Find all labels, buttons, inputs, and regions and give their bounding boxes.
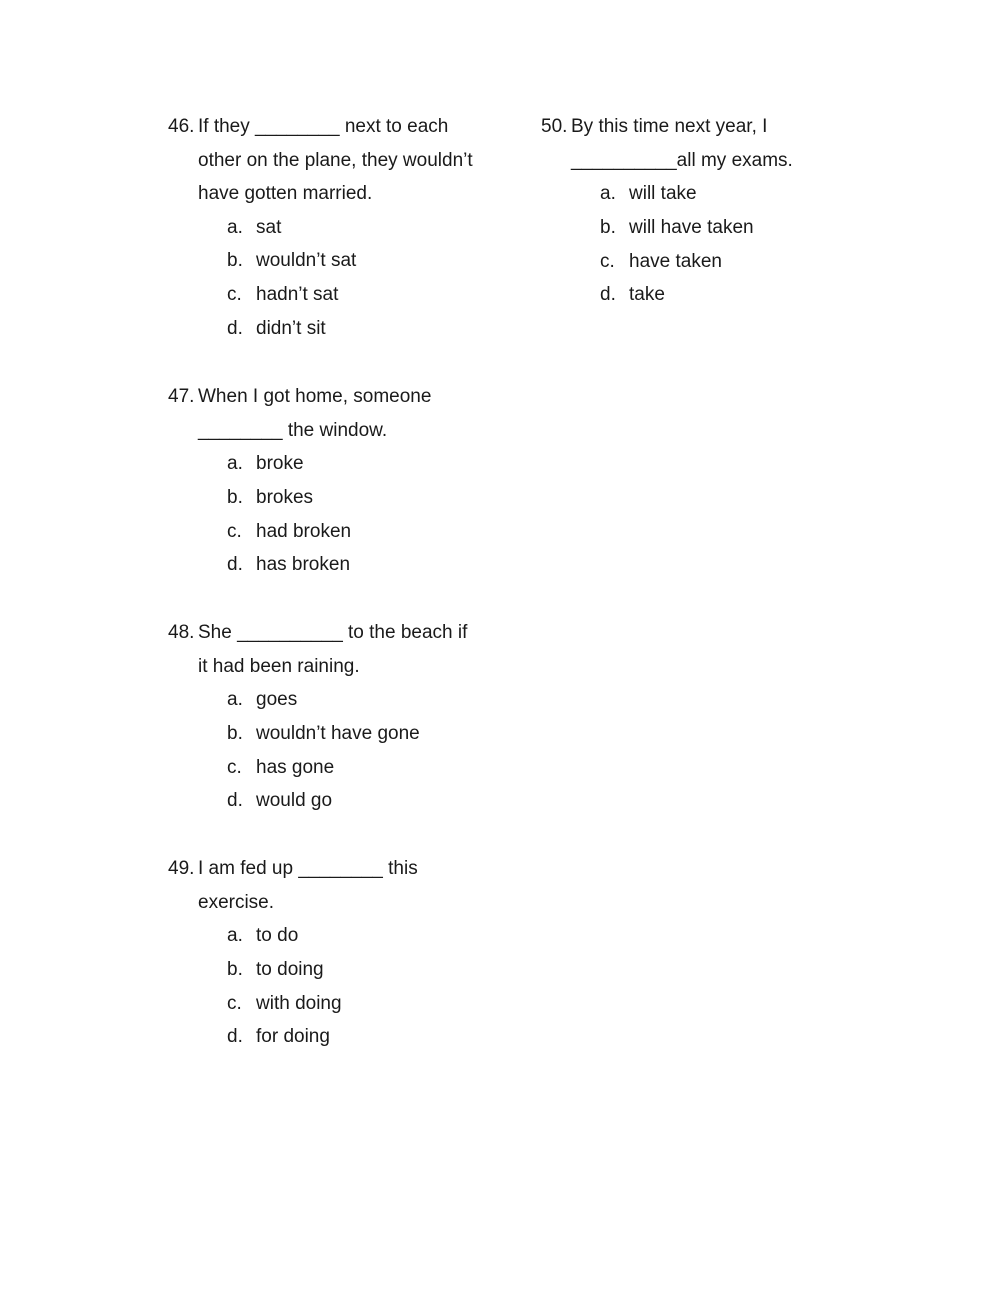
option-text: brokes <box>256 486 314 508</box>
question-number: 48. <box>168 622 195 643</box>
option-letter: b. <box>227 958 243 980</box>
option-letter: b. <box>227 250 243 272</box>
question-number: 50. <box>541 116 568 137</box>
option-letter: a. <box>227 453 243 474</box>
option-text: had broken <box>256 520 352 542</box>
question-text: it had been raining. <box>198 655 360 677</box>
question-text: By this time next year, I <box>571 116 768 137</box>
option-text: sat <box>256 216 282 238</box>
option-letter: c. <box>227 284 242 306</box>
option-letter: c. <box>227 520 242 542</box>
question-text: She __________ to the beach if <box>198 622 468 643</box>
option-text: would go <box>256 790 333 812</box>
option-text: to doing <box>256 958 324 980</box>
option-letter: b. <box>600 216 616 238</box>
option-text: broke <box>256 453 304 474</box>
option-letter: d. <box>227 317 243 339</box>
option-text: have taken <box>629 250 722 272</box>
question-number: 49. <box>168 858 195 879</box>
option-letter: a. <box>227 925 243 946</box>
option-letter: d. <box>227 1026 243 1048</box>
question-text: have gotten married. <box>198 183 373 204</box>
option-text: take <box>629 284 665 306</box>
option-text: wouldn’t sat <box>256 250 357 272</box>
option-letter: d. <box>227 554 243 576</box>
option-letter: c. <box>227 992 242 1014</box>
option-letter: d. <box>227 790 243 812</box>
option-letter: a. <box>227 216 243 238</box>
question-text: exercise. <box>198 891 275 913</box>
option-letter: c. <box>600 250 615 272</box>
question-text: other on the plane, they wouldn’t <box>198 149 473 171</box>
option-text: will have taken <box>629 216 754 238</box>
option-text: has gone <box>256 756 335 778</box>
question-text: When I got home, someone <box>198 386 432 407</box>
question-text: __________all my exams. <box>571 149 793 171</box>
question-text: If they ________ next to each <box>198 116 449 137</box>
option-letter: a. <box>227 689 243 710</box>
option-text: goes <box>256 689 298 710</box>
question-number: 47. <box>168 386 195 407</box>
option-text: will take <box>629 183 697 204</box>
option-letter: a. <box>600 183 616 204</box>
option-letter: d. <box>600 284 616 306</box>
option-text: for doing <box>256 1026 330 1048</box>
question-text: I am fed up ________ this <box>198 858 418 879</box>
option-letter: b. <box>227 486 243 508</box>
option-text: to do <box>256 925 299 946</box>
option-letter: b. <box>227 722 243 744</box>
option-text: didn’t sit <box>256 317 326 339</box>
option-text: hadn’t sat <box>256 284 339 306</box>
question-text: ________ the window. <box>198 419 388 441</box>
question-number: 46. <box>168 116 195 137</box>
option-letter: c. <box>227 756 242 778</box>
option-text: has broken <box>256 554 351 576</box>
option-text: wouldn’t have gone <box>256 722 420 744</box>
option-text: with doing <box>256 992 342 1014</box>
